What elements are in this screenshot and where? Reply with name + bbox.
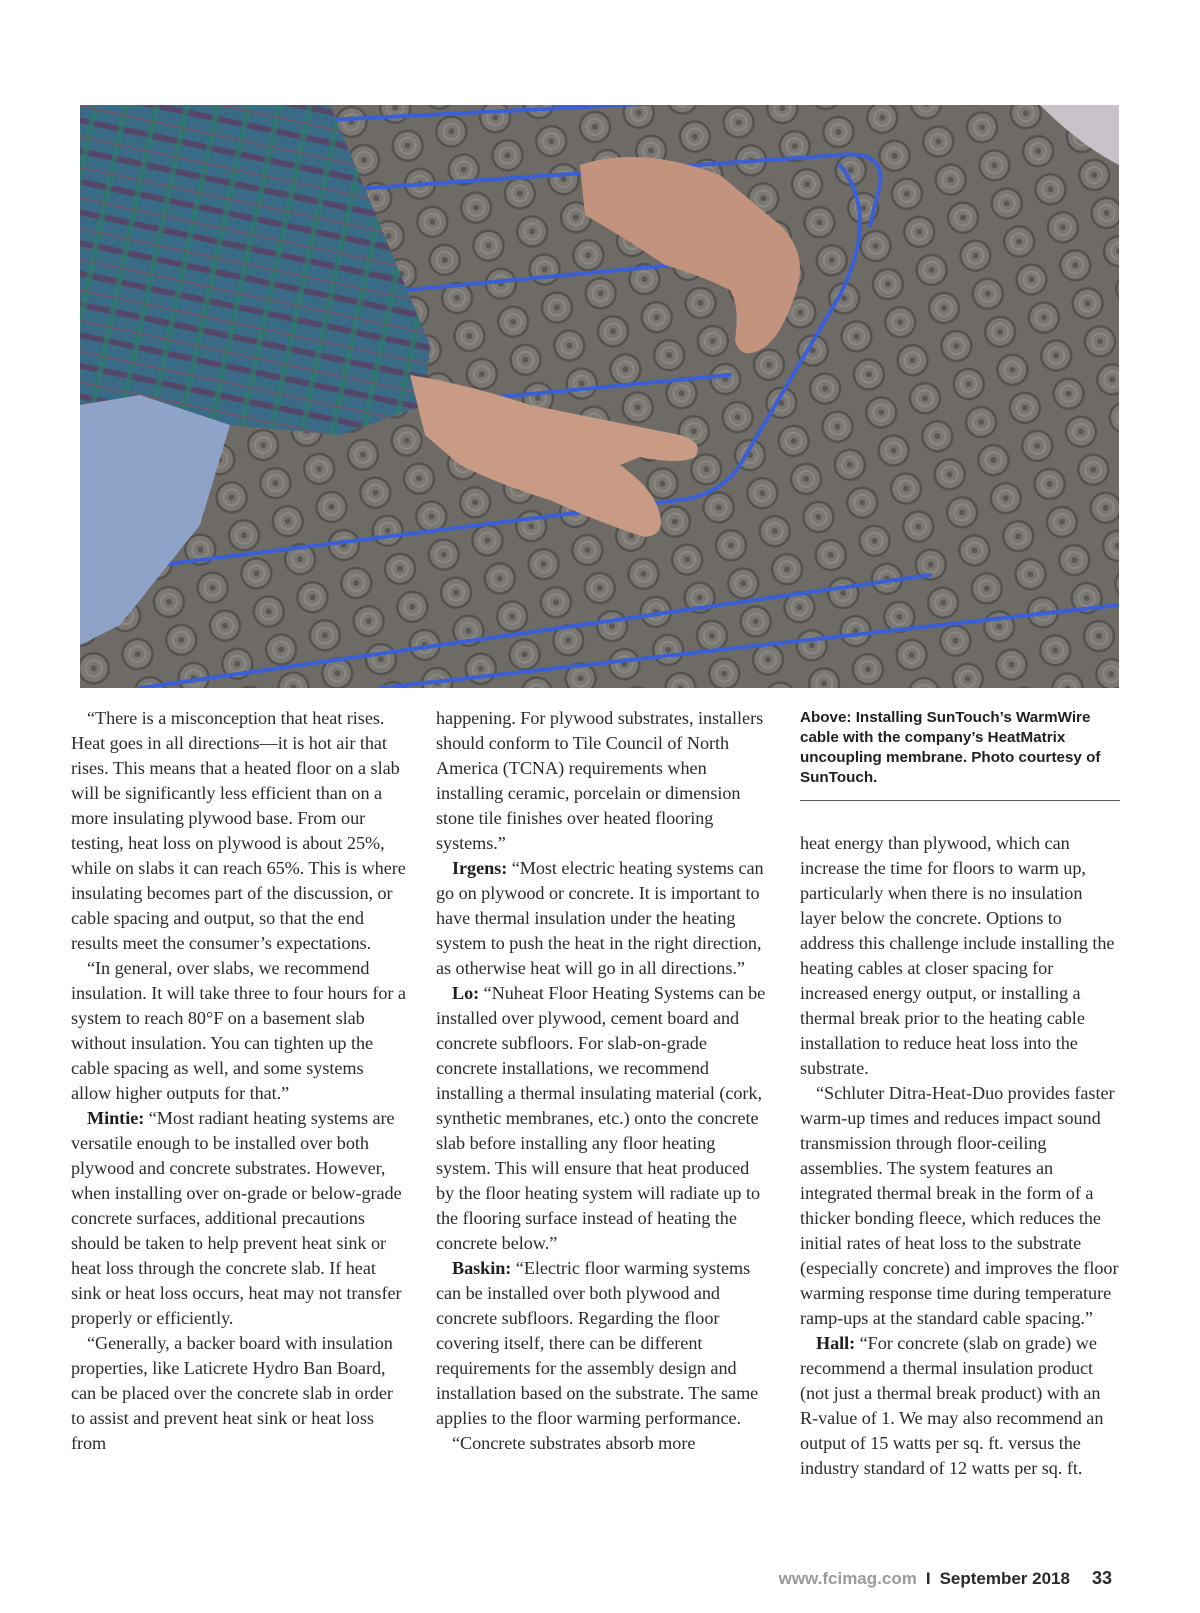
footer-separator: I	[925, 1569, 931, 1588]
article-paragraph	[436, 1431, 771, 1456]
paragraph-text: happening. For plywood substrates, installers should conform to Tile Council of North America (TCNA) requirements when installing ceramic, porcelain or dimension stone tile finishes over heated flooring systems.”	[436, 708, 764, 853]
paragraph-text: heat energy than plywood, which can increase the time for floors to warm up, particularly when there is no insulation layer below the concrete. Options to address this challenge include installing the heating cables at closer spacing for increased energy output, or installing a thermal break prior to the heating cable installation to reduce heat loss into the substrate.	[800, 833, 1115, 1078]
article-paragraph	[436, 706, 771, 856]
paragraph-text: “There is a misconception that heat rises. Heat goes in all directions—it is hot air that rises. This means that a heated floor on a slab will be significantly less efficient than on a more insulating plywood base. From our testing, heat loss on plywood is about 25%, while on slabs it can reach 65%. This is where insulating becomes part of the discussion, or cable spacing and output, so that the end results meet the consumer’s expectations.	[71, 708, 406, 953]
photo-caption: Above: Installing SunTouch’s WarmWire cable with the company’s HeatMatrix uncoupling membrane. Photo courtesy of SunTouch.	[800, 708, 1120, 801]
article-paragraph	[71, 1331, 406, 1456]
article-paragraph	[71, 1106, 406, 1331]
article-column-2	[436, 706, 771, 1456]
footer-url[interactable]: www.fcimag.com	[778, 1569, 917, 1588]
paragraph-text: “Most radiant heating systems are versatile enough to be installed over both plywood and concrete substrates. However, when installing over on-grade or below-grade concrete surfaces, additional precautions should be taken to help prevent heat sink or heat loss through the concrete slab. If heat sink or heat loss occurs, heat may not transfer properly or efficiently.	[71, 1108, 402, 1328]
article-paragraph	[71, 706, 406, 956]
speaker-name: Hall:	[816, 1333, 856, 1353]
paragraph-text: “Most electric heating systems can go on plywood or concrete. It is important to have thermal insulation under the heating system to push the heat in the right direction, as otherwise heat will go in all directions.”	[436, 858, 764, 978]
speaker-name: Lo:	[452, 983, 480, 1003]
paragraph-text: “Concrete substrates absorb more	[452, 1433, 696, 1453]
article-paragraph	[436, 856, 771, 981]
speaker-name: Irgens:	[452, 858, 508, 878]
article-paragraph	[436, 1256, 771, 1431]
paragraph-text: “Schluter Ditra-Heat-Duo provides faster warm-up times and reduces impact sound transmission through floor-ceiling assemblies. The system features an integrated thermal break in the form of a thicker bonding fleece, which reduces the initial rates of heat loss to the substrate (especially concrete) and improves the floor warming response time during temperature ramp-ups at the standard cable spacing.”	[800, 1083, 1119, 1328]
page-footer	[779, 1568, 1112, 1589]
page-number: 33	[1091, 1568, 1112, 1588]
paragraph-text: “Electric floor warming systems can be installed over both plywood and concrete subfloors. Regarding the floor covering itself, there can be different requirements for the assembly design and installation based on the substrate. The same applies to the floor warming performance.	[436, 1258, 759, 1428]
footer-date: September 2018	[939, 1569, 1070, 1588]
paragraph-text: “For concrete (slab on grade) we recommend a thermal insulation product (not just a thermal break product) with an R-value of 1. We may also recommend an output of 15 watts per sq. ft. versus the industry standard of 12 watts per sq. ft.	[800, 1333, 1104, 1478]
article-paragraph	[800, 1331, 1120, 1481]
article-paragraph	[71, 956, 406, 1106]
paragraph-text: “Nuheat Floor Heating Systems can be installed over plywood, cement board and concrete subfloors. For slab-on-grade concrete installations, we recommend installing a thermal insulating material (cork, synthetic membranes, etc.) onto the concrete slab before installing any floor heating system. This will ensure that heat produced by the floor heating system will radiate up to the flooring surface instead of heating the concrete below.”	[436, 983, 766, 1253]
article-column-3	[800, 831, 1120, 1481]
speaker-name: Mintie:	[87, 1108, 145, 1128]
speaker-name: Baskin:	[452, 1258, 512, 1278]
paragraph-text: “In general, over slabs, we recommend insulation. It will take three to four hours for a system to reach 80°F on a basement slab without insulation. You can tighten up the cable spacing as well, and some systems allow higher outputs for that.”	[71, 958, 406, 1103]
article-paragraph	[800, 831, 1120, 1081]
article-paragraph	[436, 981, 771, 1256]
paragraph-text: “Generally, a backer board with insulation properties, like Laticrete Hydro Ban Board, can be placed over the concrete slab in order to assist and prevent heat sink or heat loss from	[71, 1333, 393, 1453]
article-paragraph	[800, 1081, 1120, 1331]
article-column-1	[71, 706, 406, 1456]
article-photo	[80, 105, 1119, 688]
